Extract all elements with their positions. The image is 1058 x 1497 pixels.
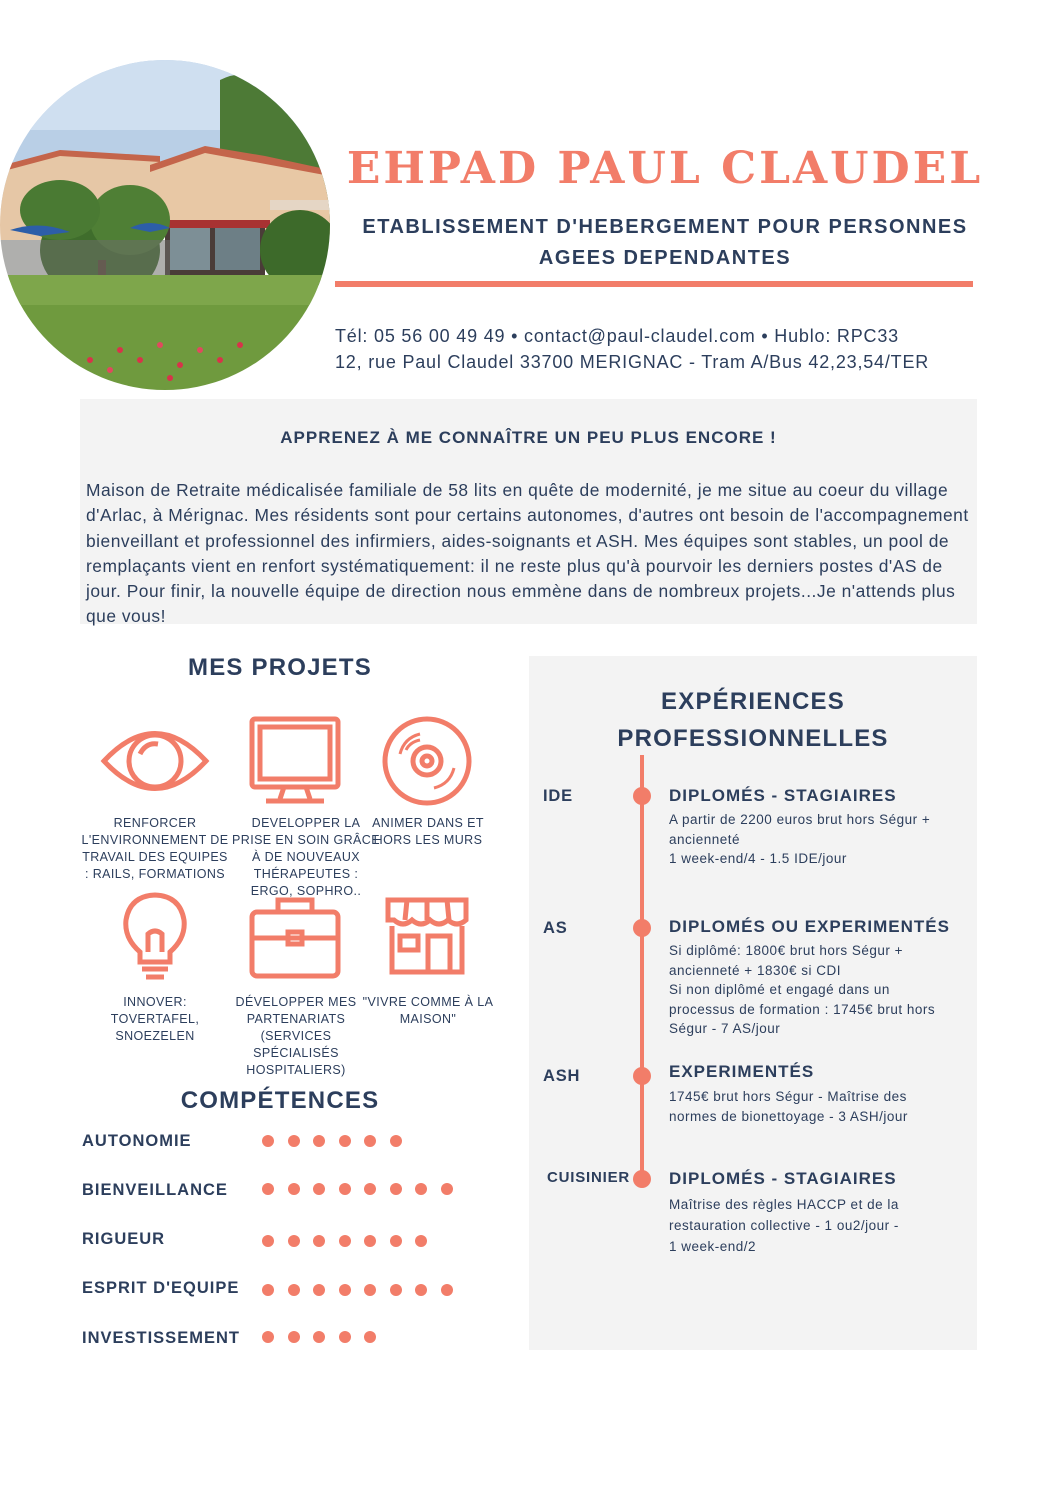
page-title: EHPAD PAUL CLAUDEL bbox=[346, 143, 984, 194]
briefcase-icon bbox=[240, 890, 350, 985]
experience-title-line-1: EXPÉRIENCES bbox=[661, 688, 845, 715]
monitor-icon bbox=[240, 714, 350, 809]
rating-dot bbox=[288, 1135, 300, 1147]
project-caption-4: INNOVER: TOVERTAFEL, SNOEZELEN bbox=[110, 995, 200, 1043]
experience-title-line-2: PROFESSIONNELLES bbox=[617, 725, 889, 752]
skill-label: ESPRIT D'EQUIPE bbox=[82, 1279, 240, 1297]
eye-icon bbox=[100, 714, 210, 809]
experience-heading: EXPERIMENTÉS bbox=[669, 1062, 815, 1081]
page-subtitle bbox=[340, 212, 990, 274]
about-title: APPRENEZ À ME CONNAÎTRE UN PEU PLUS ENCORE ! bbox=[280, 428, 777, 447]
project-caption-1: RENFORCER L'ENVIRONNEMENT DE TRAVAIL DES EQUIPES : RAILS, FORMATIONS bbox=[81, 816, 229, 881]
experience-details: A partir de 2200 euros brut hors Ségur + ancienneté 1 week-end/4 - 1.5 IDE/jour bbox=[669, 812, 931, 866]
rating-dot bbox=[390, 1284, 402, 1296]
rating-dot bbox=[415, 1284, 427, 1296]
skill-rating bbox=[262, 1235, 441, 1249]
rating-dot bbox=[339, 1135, 351, 1147]
rating-dot bbox=[390, 1135, 402, 1147]
rating-dot bbox=[288, 1331, 300, 1343]
rating-dot bbox=[313, 1135, 325, 1147]
rating-dot bbox=[364, 1235, 376, 1247]
rating-dot bbox=[441, 1183, 453, 1195]
project-caption-5: DÉVELOPPER MES PARTENARIATS (SERVICES SPÉCIALISÉS HOSPITALIERS) bbox=[235, 995, 357, 1077]
rating-dot bbox=[390, 1235, 402, 1247]
subtitle-line-2: AGEES DEPENDANTES bbox=[538, 247, 792, 269]
rating-dot bbox=[364, 1284, 376, 1296]
project-caption-3: ANIMER DANS ET HORS LES MURS bbox=[372, 816, 484, 847]
rating-dot bbox=[262, 1135, 274, 1147]
role-label-ide: IDE bbox=[543, 787, 573, 805]
project-caption-6: "VIVRE COMME À LA MAISON" bbox=[362, 995, 494, 1026]
rating-dot bbox=[339, 1284, 351, 1296]
timeline-dot bbox=[633, 787, 651, 805]
project-caption-2: DEVELOPPER LA PRISE EN SOIN GRÂCE À DE NOUVEAUX THÉRAPEUTES : ERGO, SOPHRO.. bbox=[232, 816, 380, 898]
contact-line: Tél: 05 56 00 49 49 • contact@paul-claudel.com • Hublo: RPC33 bbox=[335, 326, 899, 346]
rating-dot bbox=[313, 1331, 325, 1343]
experience-heading: DIPLOMÉS OU EXPERIMENTÉS bbox=[669, 917, 950, 936]
skill-label: BIENVEILLANCE bbox=[82, 1181, 228, 1199]
skill-rating bbox=[262, 1331, 390, 1345]
skill-label: AUTONOMIE bbox=[82, 1132, 192, 1150]
experience-details: Maîtrise des règles HACCP et de la restauration collective - 1 ou2/jour - 1 week-end/2 bbox=[669, 1197, 899, 1254]
rating-dot bbox=[339, 1331, 351, 1343]
rating-dot bbox=[364, 1183, 376, 1195]
vinyl-record-icon bbox=[372, 714, 482, 809]
rating-dot bbox=[415, 1235, 427, 1247]
rating-dot bbox=[262, 1331, 274, 1343]
experience-details: Si diplômé: 1800€ brut hors Ségur + ancienneté + 1830€ si CDI Si non diplômé et engagé dans un processus de formation : 1745€ brut hors Ségur - 7 AS/jour bbox=[669, 943, 936, 1036]
rating-dot bbox=[415, 1183, 427, 1195]
timeline-dot bbox=[633, 919, 651, 937]
experience-title bbox=[529, 683, 977, 757]
role-label-as: AS bbox=[543, 919, 568, 937]
rating-dot bbox=[262, 1183, 274, 1195]
rating-dot bbox=[441, 1284, 453, 1296]
projects-title: MES PROJETS bbox=[188, 654, 372, 681]
rating-dot bbox=[313, 1284, 325, 1296]
address-line: 12, rue Paul Claudel 33700 MERIGNAC - Tram A/Bus 42,23,54/TER bbox=[335, 352, 930, 372]
rating-dot bbox=[339, 1183, 351, 1195]
experience-details: 1745€ brut hors Ségur - Maîtrise des normes de bionettoyage - 3 ASH/jour bbox=[669, 1089, 908, 1124]
role-label-ash: ASH bbox=[543, 1067, 581, 1085]
subtitle-line-1: ETABLISSEMENT D'HEBERGEMENT POUR PERSONNES bbox=[362, 216, 968, 238]
rating-dot bbox=[313, 1183, 325, 1195]
skill-label: INVESTISSEMENT bbox=[82, 1329, 240, 1347]
rating-dot bbox=[288, 1235, 300, 1247]
skill-label: RIGUEUR bbox=[82, 1230, 166, 1248]
rating-dot bbox=[313, 1235, 325, 1247]
rating-dot bbox=[364, 1135, 376, 1147]
title-divider bbox=[335, 281, 973, 287]
rating-dot bbox=[390, 1183, 402, 1195]
rating-dot bbox=[262, 1235, 274, 1247]
role-label-cuisinier: CUISINIER bbox=[547, 1169, 631, 1186]
building-photo bbox=[0, 60, 330, 390]
rating-dot bbox=[288, 1183, 300, 1195]
experience-heading: DIPLOMÉS - STAGIAIRES bbox=[669, 786, 897, 805]
shop-icon bbox=[372, 890, 482, 985]
rating-dot bbox=[339, 1235, 351, 1247]
rating-dot bbox=[364, 1331, 376, 1343]
lightbulb-icon bbox=[100, 890, 210, 985]
about-text: Maison de Retraite médicalisée familiale de 58 lits en quête de modernité, je me situe au coeur du village d'Arlac, à Mérignac. Mes résidents sont pour certains autonomes, d'autres ont besoin de l'accompagnement bienveillant et professionnel des infirmiers, aides-soignants et ASH. Mes équipes sont stables, un pool de remplaçants vient en renfort systématiquement: il ne reste plus qu'à pourvoir les derniers postes d'AS de jour. Pour finir, la nouvelle équipe de direction nous emmène dans de nombreux projets...Je n'attends plus que vous! bbox=[86, 480, 969, 627]
skill-rating bbox=[262, 1284, 466, 1298]
experience-heading: DIPLOMÉS - STAGIAIRES bbox=[669, 1169, 897, 1188]
skills-title: COMPÉTENCES bbox=[180, 1087, 380, 1114]
timeline-dot bbox=[633, 1067, 651, 1085]
timeline-dot bbox=[633, 1170, 651, 1188]
skill-rating bbox=[262, 1135, 415, 1149]
skill-rating bbox=[262, 1183, 466, 1197]
rating-dot bbox=[288, 1284, 300, 1296]
rating-dot bbox=[262, 1284, 274, 1296]
timeline-line bbox=[640, 755, 644, 1185]
